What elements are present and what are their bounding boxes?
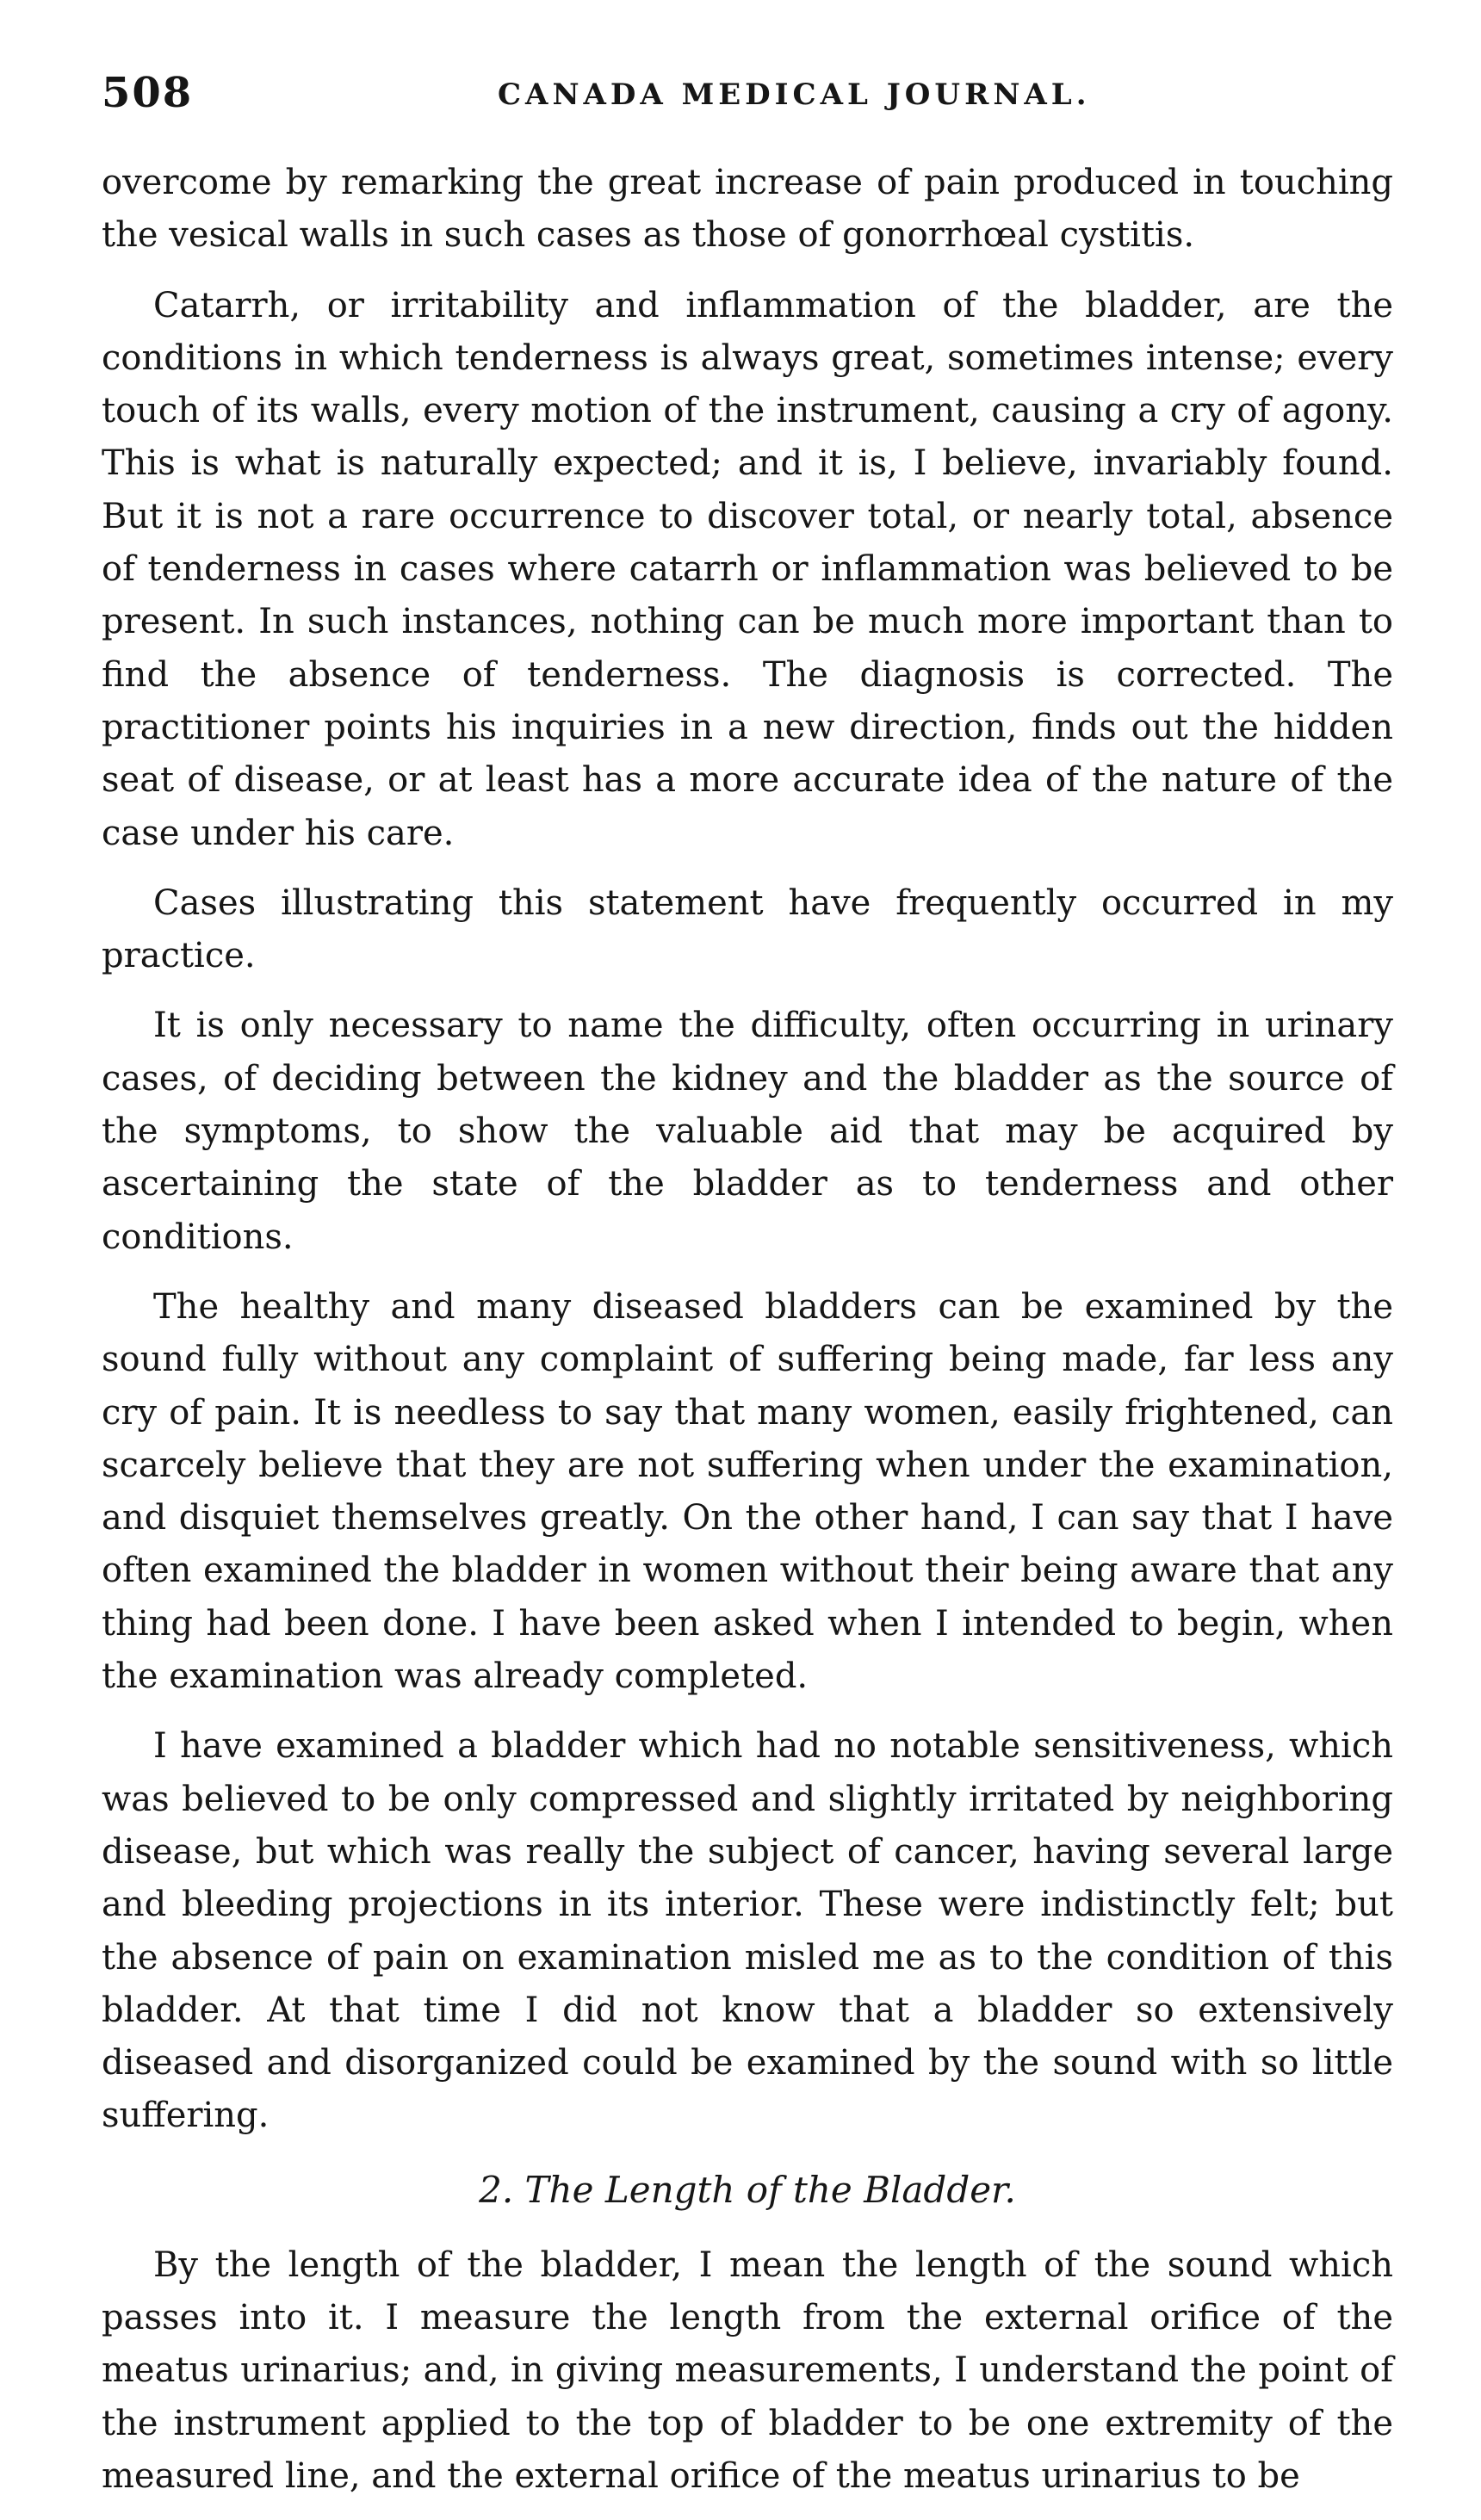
section-heading: 2. The Length of the Bladder. bbox=[479, 2168, 1016, 2211]
article-body bbox=[102, 157, 1393, 2520]
paragraph-cases: Cases illustrating this statement have frequently occurred in my practice. bbox=[102, 882, 1393, 976]
paragraph-healthy-bladders: The healthy and many diseased bladders can be examined by the sound fully without any complaint of suffering being made, far less any cry of pain. It is needless to say that many women, easily frightened, can scarcely believe that they are not suffering when under the examination, and disquiet themselves greatly. On the other hand, I can say that I have often examined the bladder in women without their being aware that any thing had been done. I have been asked when I intended to begin, when the examination was already completed. bbox=[102, 1286, 1393, 1697]
paragraph-cancer-case: I have examined a bladder which had no notable sensitiveness, which was believed to be only compressed and slightly irritated by neighboring disease, but which was really the subject of cancer, having several large and bleeding projections in its interior. These were indistinctly felt; but the absence of pain on examination misled me as to the condition of this bladder. At that time I did not know that a bladder so extensively diseased and disorganized could be examined by the sound with so little suffering. bbox=[102, 1726, 1393, 2136]
paragraph-length: By the length of the bladder, I mean the length of the sound which passes into it. I measure the length from the external orifice of the meatus urinarius; and, in giving measurements, I understand the point of the instrument applied to the top of bladder to be one extremity of the measured line, and the external orifice of the meatus urinarius to be bbox=[102, 2244, 1393, 2496]
journal-title: CANADA MEDICAL JOURNAL. bbox=[498, 77, 1091, 112]
paragraph-difficulty: It is only necessary to name the difficulty, often occurring in urinary cases, of deciding between the kidney and the bladder as the source of the symptoms, to show the valuable aid that may be acquired by ascertaining the state of the bladder as to tenderness and other conditions. bbox=[102, 1006, 1393, 1257]
paragraph-continuation: overcome by remarking the great increase of pain produced in touching the vesical walls in such cases as those of gonorrhœal cystitis. bbox=[102, 163, 1393, 256]
running-head bbox=[102, 67, 1393, 119]
paragraph-catarrh: Catarrh, or irritability and inflammation of the bladder, are the conditions in which tenderness is always great, sometimes intense; every touch of its walls, every motion of the instrument, causing a cry of agony. This is what is naturally expected; and it is, I believe, invariably found. But it is not a rare occurrence to discover total, or nearly total, absence of tenderness in cases where catarrh or inflammation was believed to be present. In such instances, nothing can be much more important than to find the absence of tenderness. The diagnosis is corrected. The practitioner points his inquiries in a new direction, finds out the hidden seat of disease, or at least has a more accurate idea of the nature of the case under his care. bbox=[102, 285, 1393, 853]
page-number: 508 bbox=[102, 69, 194, 117]
